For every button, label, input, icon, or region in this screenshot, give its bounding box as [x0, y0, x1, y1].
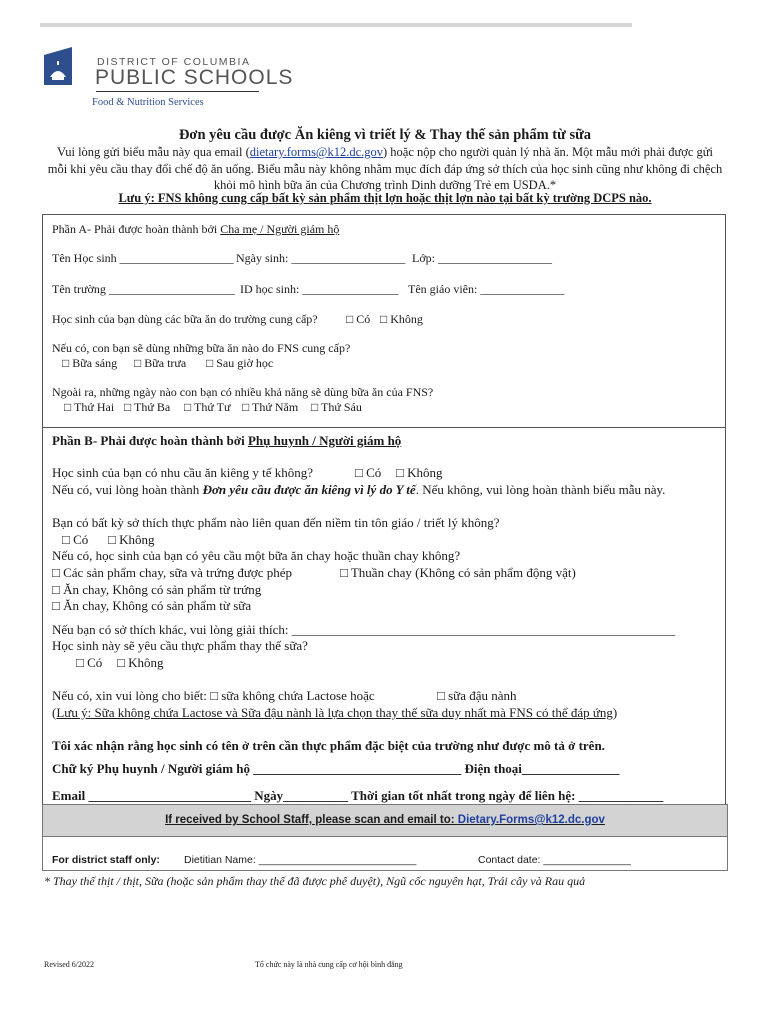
q-milk-substitute: Học sinh này sẽ yêu cầu thực phẩm thay thế sữa? — [52, 638, 308, 653]
org-name-main: PUBLIC SCHOOLS — [95, 66, 294, 89]
student-id-field[interactable]: ID học sinh: ________________ — [240, 282, 399, 296]
day-tue-checkbox[interactable]: □ Thứ Ba — [124, 400, 171, 414]
lunch-checkbox[interactable]: □ Bữa trưa — [134, 356, 187, 370]
q-which-days: Ngoài ra, những ngày nào con bạn có nhiều khả năng sẽ dùng bữa ăn của FNS? — [52, 385, 434, 399]
day-mon-checkbox[interactable]: □ Thứ Hai — [64, 400, 115, 414]
day-wed-checkbox[interactable]: □ Thứ Tư — [184, 400, 231, 414]
medical-no-checkbox[interactable]: □ Không — [396, 465, 443, 480]
afterschool-checkbox[interactable]: □ Sau giờ học — [206, 356, 274, 370]
grade-field[interactable]: Lớp: ___________________ — [412, 251, 553, 265]
footnote: * Thay thế thịt / thịt, Sữa (hoặc sản phẩm thay thế đã được phê duyệt), Ngũ cốc nguyên hạt, Trái cây và Rau quả — [44, 874, 586, 888]
q-which-meals: Nếu có, con bạn sẽ dùng những bữa ăn nào do FNS cung cấp? — [52, 341, 351, 355]
email-link[interactable]: dietary.forms@k12.dc.gov — [249, 145, 383, 159]
email-date-time-field[interactable]: Email _________________________ Ngày__________ Thời gian tốt nhất trong ngày để liên hệ: _____________ — [52, 788, 664, 803]
org-name-top: DISTRICT OF COLUMBIA — [97, 56, 251, 68]
capitol-dome-icon — [44, 47, 90, 85]
student-name-field[interactable]: Tên Học sinh ___________________ — [52, 251, 234, 265]
q-vegetarian: Nếu có, học sinh của bạn có yêu cầu một bữa ăn chay hoặc thuần chay không? — [52, 548, 461, 563]
milk-specify: Nếu có, xin vui lòng cho biết: □ sữa không chứa Lactose hoặc — [52, 688, 375, 703]
logo-divider — [96, 91, 259, 92]
milk-no-checkbox[interactable]: □ Không — [117, 655, 164, 670]
day-fri-checkbox[interactable]: □ Thứ Sáu — [311, 400, 362, 414]
breakfast-checkbox[interactable]: □ Bữa sáng — [62, 356, 118, 370]
pork-note: Lưu ý: FNS không cung cấp bất kỳ sản phẩm thịt lợn hoặc thịt lợn nào tại bất kỳ trường DCPS nào. — [118, 191, 652, 205]
meals-yes-checkbox[interactable]: □ Có — [346, 312, 371, 326]
confirmation-statement: Tôi xác nhận rằng học sinh có tên ở trên cần thực phẩm đặc biệt của trường như được mô tả ở trên. — [52, 738, 605, 753]
dob-field[interactable]: Ngày sinh: ___________________ — [236, 251, 406, 265]
soy-milk-checkbox[interactable]: □ sữa đậu nành — [437, 688, 517, 703]
department-name: Food & Nutrition Services — [92, 97, 204, 108]
q-medical-diet: Học sinh của bạn có nhu cầu ăn kiêng y tế không? — [52, 465, 314, 480]
form-title: Đơn yêu cầu được Ăn kiêng vì triết lý & Thay thế sản phẩm từ sữa — [178, 127, 592, 143]
top-rule — [40, 23, 632, 27]
vegan-checkbox[interactable]: □ Thuần chay (Không có sản phẩm động vật) — [340, 565, 576, 580]
religious-yes-checkbox[interactable]: □ Có — [62, 532, 89, 547]
milk-yes-checkbox[interactable]: □ Có — [76, 655, 103, 670]
signature-phone-field[interactable]: Chữ ký Phụ huynh / Người giám hộ ________________________________ Điện thoại_______________ — [52, 761, 620, 776]
staff-only-label: For district staff only: — [52, 854, 160, 866]
revision-date: Revised 6/2022 — [44, 960, 94, 969]
no-egg-checkbox[interactable]: □ Ăn chay, Không có sản phẩm từ trứng — [52, 582, 262, 597]
day-thu-checkbox[interactable]: □ Thứ Năm — [242, 400, 299, 414]
milk-note: (Lưu ý: Sữa không chứa Lactose và Sữa đậu nành là lựa chọn thay thế sữa duy nhất mà FNS có thể đáp ứng) — [52, 705, 618, 720]
dietitian-name-field[interactable]: Dietitian Name: ___________________________ — [184, 854, 417, 866]
part-b-heading: Phần B- Phải được hoàn thành bởi Phụ huynh / Người giám hộ — [52, 433, 402, 448]
q-school-meals: Học sinh của bạn dùng các bữa ăn do trường cung cấp? — [52, 312, 318, 326]
part-a-heading: Phần A- Phải được hoàn thành bởi Cha mẹ / Người giám hộ — [52, 222, 340, 236]
staff-email-link[interactable]: Dietary.Forms@k12.dc.gov — [457, 814, 605, 826]
medical-instruction: Nếu có, vui lòng hoàn thành Đơn yêu cầu được ăn kiêng vì lý do Y tế. Nếu không, vui lòng hoàn thành biểu mẫu này. — [52, 482, 666, 497]
contact-date-field[interactable]: Contact date: _______________ — [478, 854, 631, 866]
no-dairy-checkbox[interactable]: □ Ăn chay, Không có sản phẩm từ sữa — [52, 598, 252, 613]
equal-opportunity-statement: Tổ chức này là nhà cung cấp cơ hội bình đẳng — [255, 960, 403, 969]
staff-instruction-bar: If received by School Staff, please scan and email to: Dietary.Forms@k12.dc.gov — [42, 804, 728, 837]
other-preference-field[interactable]: Nếu bạn có sở thích khác, vui lòng giải thích: ___________________________________________________________ — [52, 622, 676, 637]
intro-text: Vui lòng gửi biểu mẫu này qua email (dietary.forms@k12.dc.gov) hoặc nộp cho người quản lý nhà ăn. Một mẫu mới phải được gửi mỗi khi yêu cầu thay đổi chế độ ăn uống. Biểu mẫu này không nhằm mục đích đáp ứng sở thích của học sinh cũng như không đi chệch khỏi mô hình bữa ăn của Chương trình Dinh dưỡng Trẻ em USDA.* — [47, 145, 723, 192]
religious-no-checkbox[interactable]: □ Không — [108, 532, 155, 547]
medical-yes-checkbox[interactable]: □ Có — [355, 465, 382, 480]
vegetarian-checkbox[interactable]: □ Các sản phẩm chay, sữa và trứng được phép — [52, 565, 293, 580]
school-field[interactable]: Tên trường _____________________ — [52, 282, 235, 296]
meals-no-checkbox[interactable]: □ Không — [380, 312, 423, 326]
teacher-field[interactable]: Tên giáo viên: ______________ — [408, 282, 565, 296]
q-religious: Bạn có bất kỳ sở thích thực phẩm nào liên quan đến niềm tin tôn giáo / triết lý không? — [52, 515, 500, 530]
